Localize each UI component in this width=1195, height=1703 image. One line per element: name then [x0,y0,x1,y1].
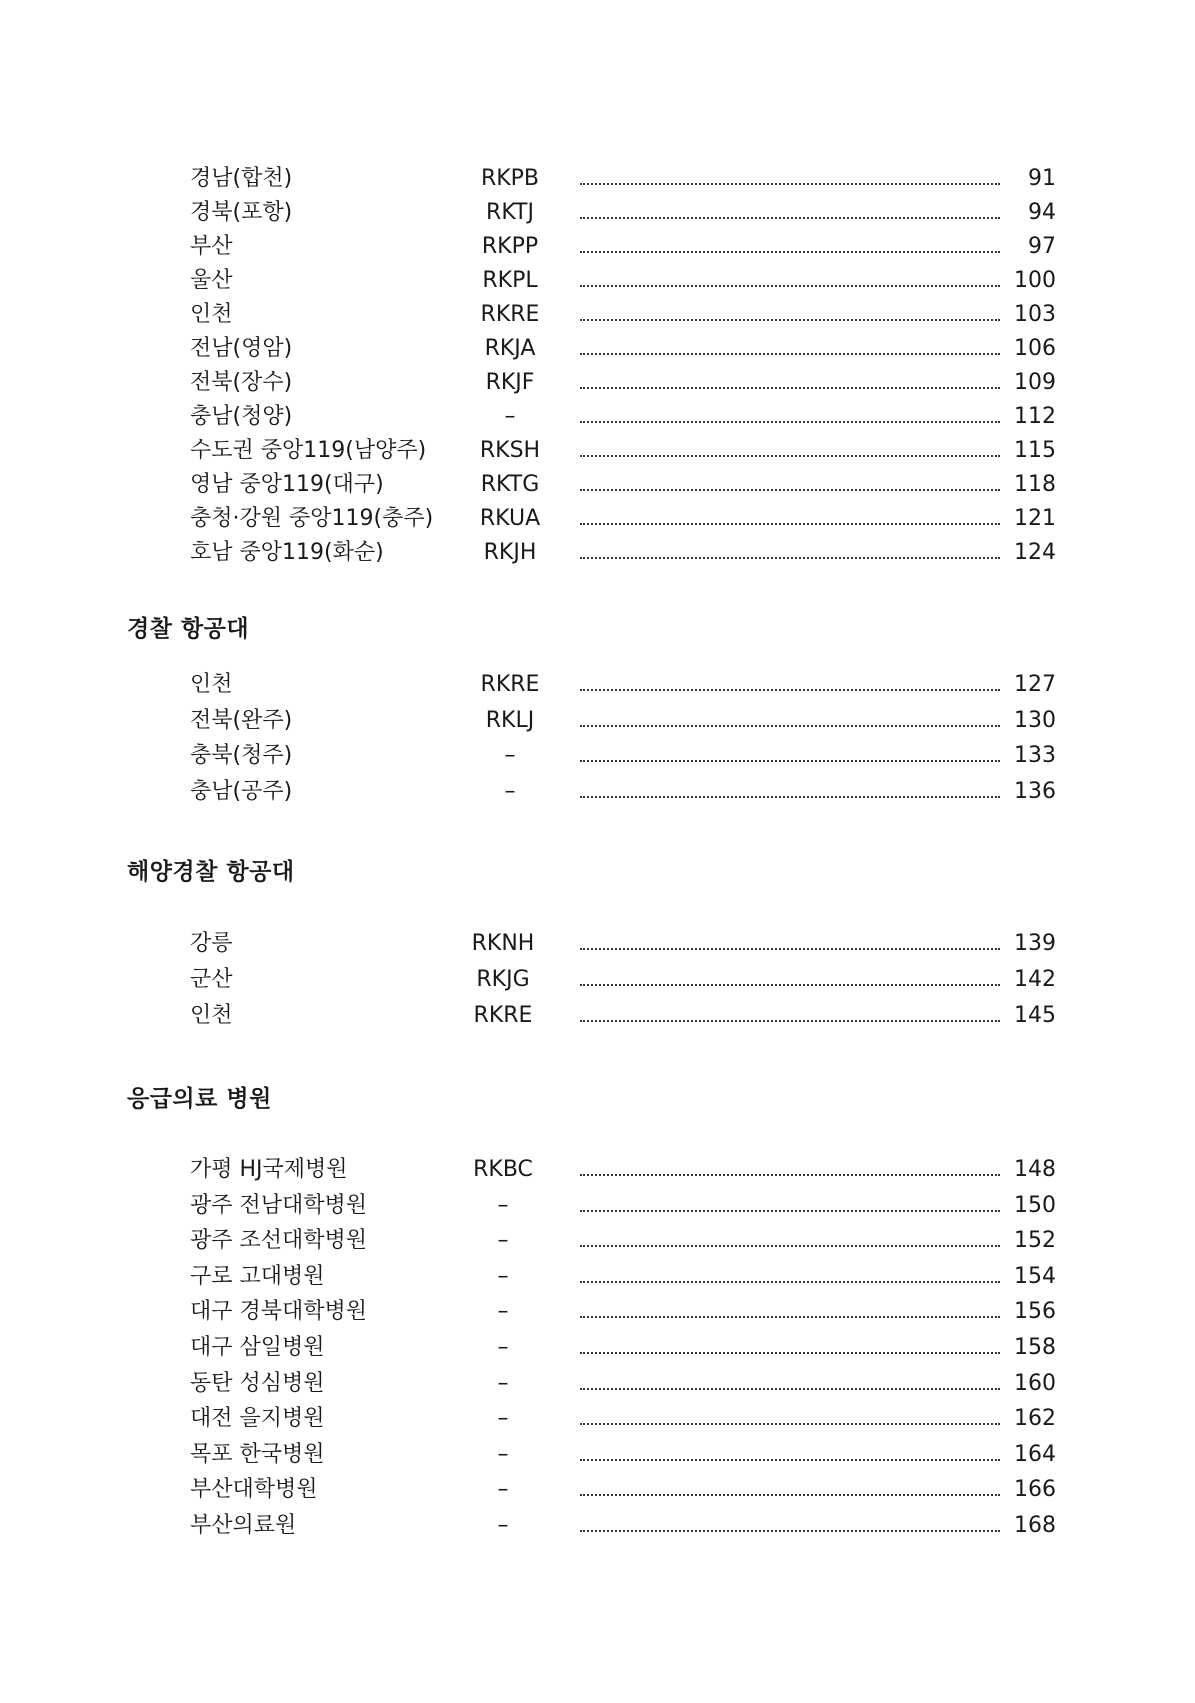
toc-entry [0,927,1195,961]
dot-leader [580,1388,1000,1390]
toc-entry [0,1438,1195,1472]
entry-page-number: 145 [1014,1003,1056,1028]
toc-entry [0,1260,1195,1294]
entry-icao-code: – [497,1299,509,1325]
entry-page-number: 103 [1014,302,1056,327]
entry-page-number: 136 [1014,778,1056,804]
dot-leader [580,984,1000,986]
entry-icao-code: RKJH [483,540,537,565]
entry-name: 인천 [190,1003,233,1028]
entry-page-number: 156 [1014,1299,1056,1325]
entry-name: 수도권 중앙119(남양주) [190,438,427,463]
toc-entry [0,264,1195,298]
dot-leader [580,387,1000,389]
entry-icao-code: – [497,1192,509,1218]
entry-page-number: 166 [1014,1477,1056,1503]
entry-icao-code: – [497,1228,509,1254]
toc-entry [0,1189,1195,1223]
dot-leader [580,1174,1000,1176]
entry-page-number: 148 [1014,1157,1056,1182]
entry-page-number: 109 [1014,370,1056,395]
toc-entry [0,332,1195,366]
toc-entry [0,668,1195,702]
dot-leader [580,557,1000,559]
toc-entry [0,196,1195,230]
entry-name: 가평 HJ국제병원 [190,1157,348,1182]
entry-name: 광주 전남대학병원 [190,1192,368,1218]
toc-entry [0,536,1195,570]
entry-icao-code: – [504,404,516,429]
entry-page-number: 150 [1014,1192,1056,1218]
entry-name: 부산대학병원 [190,1477,318,1503]
entry-icao-code: – [497,1335,509,1360]
entry-icao-code: RKSH [479,438,541,463]
entry-icao-code: RKJA [484,336,536,361]
toc-entry [0,1153,1195,1187]
entry-icao-code: – [497,1513,509,1538]
entry-icao-code: RKNH [471,931,535,956]
entry-page-number: 127 [1014,672,1056,697]
entry-icao-code: – [497,1370,509,1396]
entry-name: 전북(완주) [190,707,293,733]
dot-leader [580,489,1000,491]
entry-name: 전북(장수) [190,370,293,395]
dot-leader [580,523,1000,525]
section-heading: 해양경찰 항공대 [127,859,295,885]
entry-page-number: 124 [1014,540,1056,565]
entry-icao-code: – [497,1406,509,1432]
entry-name: 광주 조선대학병원 [190,1228,368,1254]
entry-icao-code: RKUA [479,506,541,531]
dot-leader [580,1423,1000,1425]
toc-entry [0,1224,1195,1258]
dot-leader [580,1459,1000,1461]
entry-name: 동탄 성심병원 [190,1370,325,1396]
toc-entry [0,1509,1195,1543]
entry-page-number: 115 [1014,438,1056,463]
entry-name: 충남(청양) [190,404,293,429]
toc-entry [0,400,1195,434]
entry-icao-code: RKPP [481,234,539,259]
toc-entry [0,1367,1195,1401]
entry-page-number: 121 [1014,506,1056,531]
entry-name: 목포 한국병원 [190,1441,325,1467]
entry-icao-code: – [497,1263,509,1289]
entry-name: 부산 [190,234,233,259]
toc-entry [0,434,1195,468]
entry-page-number: 130 [1014,707,1056,733]
entry-page-number: 118 [1014,472,1056,497]
entry-name: 영남 중앙119(대구) [190,472,384,497]
entry-name: 대구 삼일병원 [190,1335,325,1360]
entry-icao-code: RKPL [482,268,538,293]
dot-leader [580,1316,1000,1318]
entry-page-number: 164 [1014,1441,1056,1467]
entry-icao-code: – [504,778,516,804]
entry-page-number: 142 [1014,967,1056,992]
dot-leader [580,455,1000,457]
dot-leader [580,251,1000,253]
entry-name: 대구 경북대학병원 [190,1299,368,1325]
toc-entry [0,999,1195,1033]
entry-page-number: 158 [1014,1335,1056,1360]
entry-page-number: 160 [1014,1370,1056,1396]
toc-entry [0,963,1195,997]
dot-leader [580,1530,1000,1532]
entry-name: 충청·강원 중앙119(충주) [190,506,434,531]
entry-name: 인천 [190,672,233,697]
toc-entry [0,502,1195,536]
entry-icao-code: RKLJ [485,707,535,733]
entry-icao-code: RKRE [480,302,540,327]
dot-leader [580,285,1000,287]
entry-icao-code: RKPB [480,166,540,191]
dot-leader [580,1352,1000,1354]
entry-page-number: 133 [1014,743,1056,768]
entry-icao-code: – [497,1441,509,1467]
toc-entry [0,1473,1195,1507]
entry-page-number: 168 [1014,1513,1056,1538]
entry-icao-code: RKRE [480,672,540,697]
dot-leader [580,948,1000,950]
dot-leader [580,689,1000,691]
dot-leader [580,725,1000,727]
entry-name: 대전 을지병원 [190,1406,325,1432]
entry-name: 군산 [190,967,233,992]
entry-name: 강릉 [190,931,233,956]
entry-page-number: 154 [1014,1263,1056,1289]
dot-leader [580,1281,1000,1283]
toc-entry [0,704,1195,738]
dot-leader [580,1494,1000,1496]
toc-entry [0,775,1195,809]
entry-name: 호남 중앙119(화순) [190,540,384,565]
entry-page-number: 94 [1028,200,1056,225]
dot-leader [580,217,1000,219]
entry-icao-code: RKBC [473,1157,533,1182]
entry-name: 경남(합천) [190,166,293,191]
toc-entry [0,468,1195,502]
toc-entry [0,162,1195,196]
entry-name: 충남(공주) [190,778,293,804]
dot-leader [580,353,1000,355]
entry-page-number: 152 [1014,1228,1056,1254]
entry-name: 경북(포항) [190,200,293,225]
dot-leader [580,319,1000,321]
toc-entry [0,1295,1195,1329]
dot-leader [580,421,1000,423]
entry-icao-code: RKJG [476,967,530,992]
dot-leader [580,1020,1000,1022]
dot-leader [580,760,1000,762]
entry-page-number: 112 [1014,404,1056,429]
dot-leader [580,796,1000,798]
entry-name: 구로 고대병원 [190,1263,325,1289]
entry-icao-code: RKTG [480,472,540,497]
entry-icao-code: RKJF [485,370,535,395]
entry-name: 울산 [190,268,233,293]
entry-icao-code: – [497,1477,509,1503]
toc-entry [0,1402,1195,1436]
toc-entry [0,366,1195,400]
section-heading: 응급의료 병원 [127,1086,272,1112]
section-heading: 경찰 항공대 [127,616,250,642]
entry-name: 부산의료원 [190,1513,297,1538]
dot-leader [580,1245,1000,1247]
entry-name: 인천 [190,302,233,327]
toc-entry [0,739,1195,773]
entry-icao-code: RKTJ [486,200,534,225]
entry-page-number: 162 [1014,1406,1056,1432]
entry-name: 전남(영암) [190,336,293,361]
toc-entry [0,230,1195,264]
dot-leader [580,183,1000,185]
entry-icao-code: RKRE [473,1003,533,1028]
toc-entry [0,1331,1195,1365]
entry-page-number: 97 [1028,234,1056,259]
entry-name: 충북(청주) [190,743,293,768]
dot-leader [580,1210,1000,1212]
entry-page-number: 139 [1014,931,1056,956]
entry-icao-code: – [504,743,516,768]
entry-page-number: 100 [1014,268,1056,293]
entry-page-number: 106 [1014,336,1056,361]
toc-entry [0,298,1195,332]
entry-page-number: 91 [1028,166,1056,191]
